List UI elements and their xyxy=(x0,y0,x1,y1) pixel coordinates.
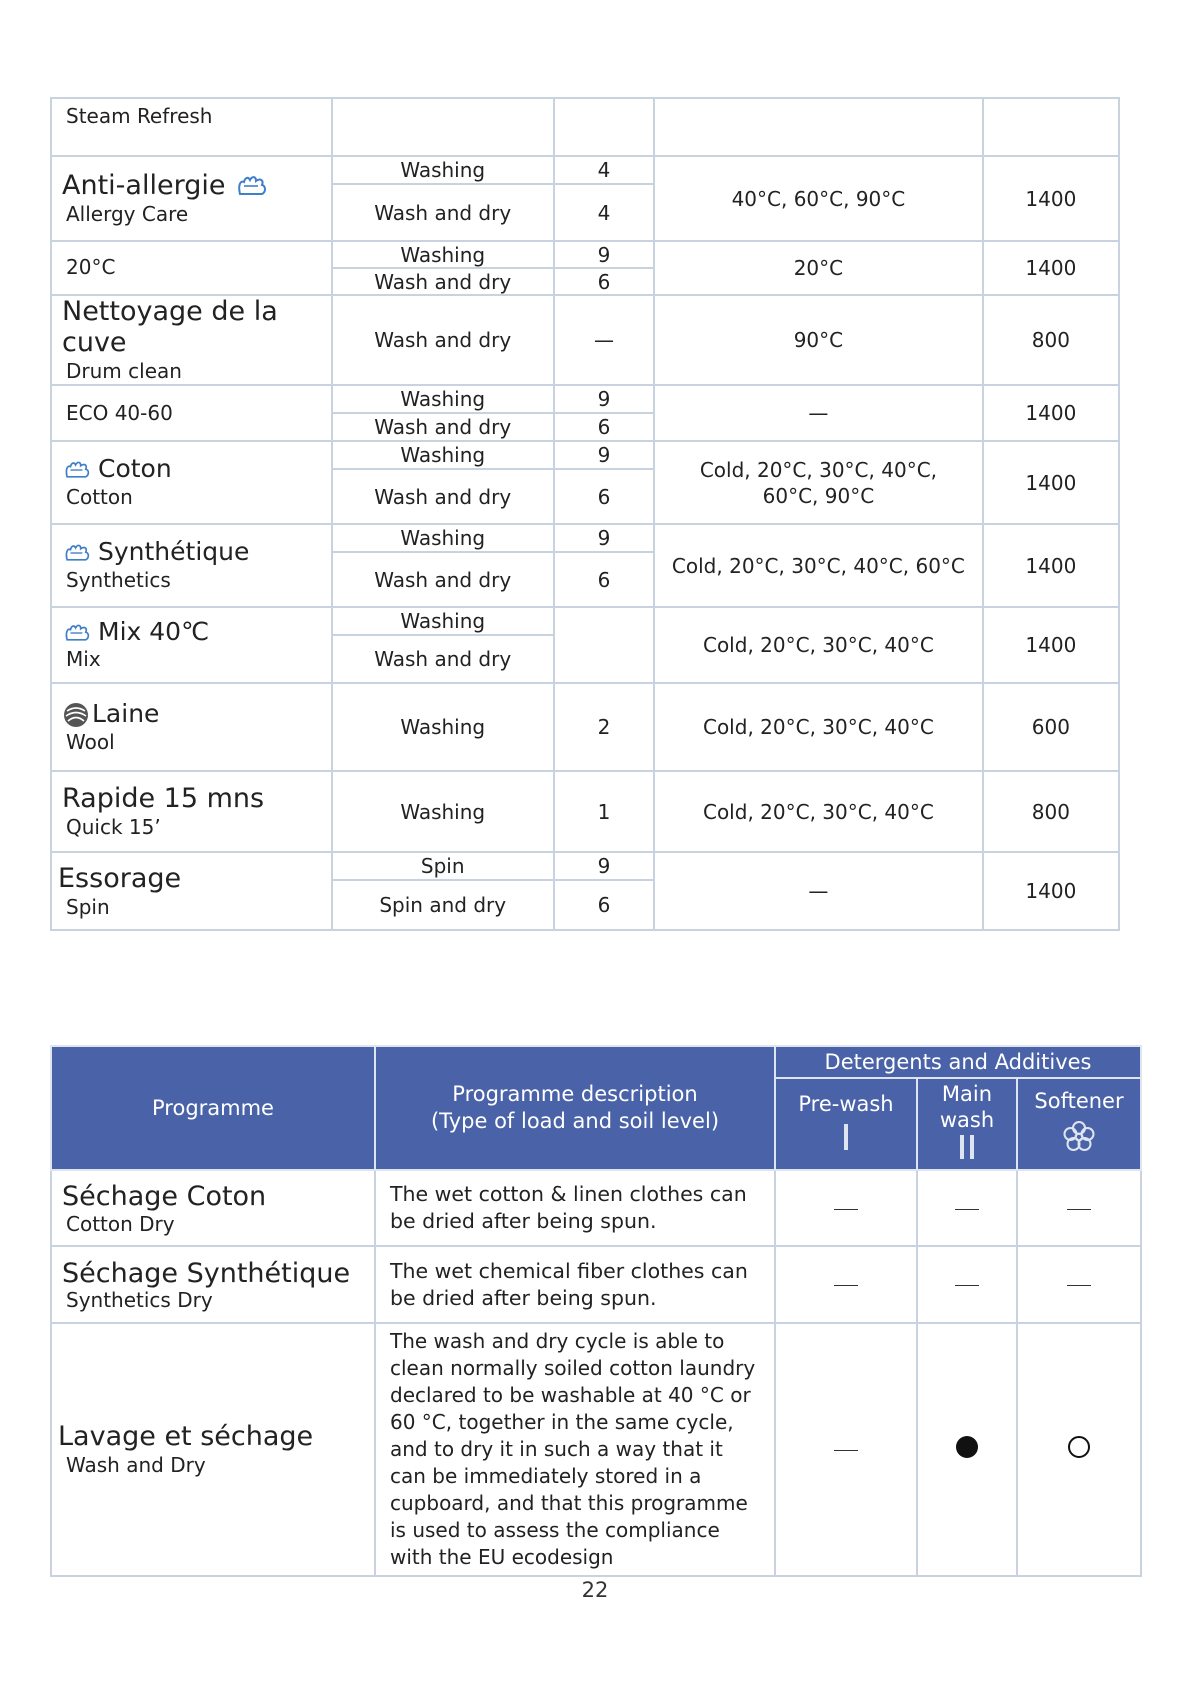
programme-cell xyxy=(51,241,332,295)
softener-cell xyxy=(1017,1246,1141,1323)
header-description: Programme description (Type of load and soil level) xyxy=(375,1046,775,1170)
spin-cell: 1400 xyxy=(983,156,1119,241)
spin-cell: 1400 xyxy=(983,852,1119,930)
programme-cell xyxy=(51,683,332,771)
load-cell: 2 xyxy=(554,683,654,771)
spin-cell: 600 xyxy=(983,683,1119,771)
flower-icon xyxy=(1061,1119,1097,1155)
temperature-cell: Cold, 20°C, 30°C, 40°C xyxy=(654,771,983,852)
mode-cell: Washing xyxy=(332,241,554,268)
table-row xyxy=(51,441,1119,469)
table-row xyxy=(51,524,1119,552)
programme-cell xyxy=(51,524,332,607)
temperature-cell: Cold, 20°C, 30°C, 40°C, 60°C xyxy=(654,524,983,607)
mode-cell: Wash and dry xyxy=(332,635,554,683)
description-cell: The wet chemical fiber clothes can be dried after being spun. xyxy=(375,1246,775,1323)
prewash-icon xyxy=(842,1122,850,1152)
programme-name-en: 20°C xyxy=(66,255,116,279)
mode-cell: Washing xyxy=(332,441,554,469)
allergy-icon xyxy=(234,172,274,200)
spin-cell: 1400 xyxy=(983,441,1119,524)
filled-circle-icon xyxy=(956,1436,978,1458)
programme-name-fr: Laine xyxy=(62,700,331,729)
prewash-cell xyxy=(775,1246,917,1323)
softener-cell xyxy=(1017,1170,1141,1246)
spin-cell: 1400 xyxy=(983,524,1119,607)
temperature-cell: — xyxy=(654,852,983,930)
main-wash-cell xyxy=(917,1323,1017,1576)
programme-cell xyxy=(51,607,332,683)
programme-name-en: Drum clean xyxy=(66,359,182,384)
programme-name-en: Mix xyxy=(66,647,101,672)
main-wash-cell xyxy=(917,1170,1017,1246)
mode-cell: Wash and dry xyxy=(332,295,554,385)
dash-mark xyxy=(834,1450,858,1451)
prewash-cell xyxy=(775,1170,917,1246)
mode-cell: Spin xyxy=(332,852,554,880)
drying-programme-table xyxy=(50,1045,1142,1577)
header-main-wash: Main wash xyxy=(917,1078,1017,1170)
load-cell: 4 xyxy=(554,184,654,241)
programme-cell xyxy=(51,98,332,156)
programme-name-fr: Mix 40℃ xyxy=(62,618,331,647)
table-row xyxy=(51,1170,1141,1246)
programme-cell xyxy=(51,1246,375,1323)
load-cell: 6 xyxy=(554,268,654,295)
programme-name-fr: Coton xyxy=(62,455,331,484)
mode-cell: Washing xyxy=(332,607,554,635)
spin-cell: 1400 xyxy=(983,241,1119,295)
programme-name-en: Synthetics Dry xyxy=(66,1288,213,1313)
spin-cell: 1400 xyxy=(983,607,1119,683)
dash-mark xyxy=(955,1285,979,1286)
synthetics-icon xyxy=(62,541,96,565)
programme-name-en: Allergy Care xyxy=(66,202,189,227)
empty-circle-icon xyxy=(1068,1436,1090,1458)
load-cell: 6 xyxy=(554,413,654,441)
header-programme: Programme xyxy=(51,1046,375,1170)
table-row xyxy=(51,852,1119,880)
mode-cell: Wash and dry xyxy=(332,268,554,295)
description-cell: The wash and dry cycle is able to clean normally soiled cotton laundry declared to be washable at 40 °C or 60 °C, together in the same cycle, and to dry it in such a way that it can be immediately stored in a cupboard, and that this programme is used to assess the compliance with the EU ecodesign xyxy=(375,1323,775,1576)
dash-mark xyxy=(1067,1285,1091,1286)
programme-name-en: Spin xyxy=(66,894,110,919)
load-cell: 9 xyxy=(554,524,654,552)
load-cell: 6 xyxy=(554,552,654,607)
load-cell xyxy=(554,607,654,683)
programme-name-en: Cotton Dry xyxy=(66,1211,175,1236)
programme-table xyxy=(50,97,1120,931)
mode-cell: Washing xyxy=(332,683,554,771)
programme-cell xyxy=(51,156,332,241)
programme-cell xyxy=(51,1170,375,1246)
dash-mark xyxy=(834,1285,858,1286)
programme-cell xyxy=(51,295,332,385)
programme-cell xyxy=(51,1323,375,1576)
mode-cell: Washing xyxy=(332,385,554,413)
wool-icon xyxy=(62,701,90,729)
programme-name-fr: Essorage xyxy=(58,862,182,894)
programme-name-en: Steam Refresh xyxy=(66,104,213,128)
mode-cell: Wash and dry xyxy=(332,469,554,524)
programme-name-en: Wool xyxy=(66,729,115,754)
table-row xyxy=(51,683,1119,771)
programme-name-fr: Nettoyage de la cuve xyxy=(62,296,278,359)
programme-name-fr: Synthétique xyxy=(62,538,331,567)
table-row xyxy=(51,98,1119,156)
mode-cell: Wash and dry xyxy=(332,184,554,241)
programme-name-fr: Séchage Synthétique xyxy=(62,1257,351,1289)
temperature-cell: 40°C, 60°C, 90°C xyxy=(654,156,983,241)
cotton-icon xyxy=(62,458,96,482)
programme-name-fr: Anti-allergie xyxy=(62,170,331,201)
table-row xyxy=(51,1246,1141,1323)
table-row xyxy=(51,241,1119,268)
description-cell: The wet cotton & linen clothes can be dried after being spun. xyxy=(375,1170,775,1246)
programme-name-fr: Lavage et séchage xyxy=(58,1420,314,1452)
table-row xyxy=(51,156,1119,184)
mode-cell: Washing xyxy=(332,771,554,852)
table-row xyxy=(51,771,1119,852)
page-number: 22 xyxy=(581,1578,609,1602)
dash-mark xyxy=(834,1209,858,1210)
mode-cell: Washing xyxy=(332,156,554,184)
softener-cell xyxy=(1017,1323,1141,1576)
programme-cell xyxy=(51,852,332,930)
mode-cell: Washing xyxy=(332,524,554,552)
prewash-cell xyxy=(775,1323,917,1576)
main-wash-cell xyxy=(917,1246,1017,1323)
table-row xyxy=(51,385,1119,413)
spin-cell: 1400 xyxy=(983,385,1119,441)
load-cell: 1 xyxy=(554,771,654,852)
programme-name-en: ECO 40-60 xyxy=(66,401,173,426)
programme-cell xyxy=(51,441,332,524)
temperature-cell: 20°C xyxy=(654,241,983,295)
dash-mark xyxy=(1067,1209,1091,1210)
load-cell: — xyxy=(554,295,654,385)
table-row xyxy=(51,607,1119,635)
programme-cell xyxy=(51,771,332,852)
load-cell: 9 xyxy=(554,241,654,268)
programme-name-en: Cotton xyxy=(66,484,133,509)
mode-cell: Spin and dry xyxy=(332,880,554,930)
dash-mark xyxy=(955,1209,979,1210)
spin-cell: 800 xyxy=(983,771,1119,852)
load-cell: 6 xyxy=(554,469,654,524)
header-softener: Softener xyxy=(1017,1078,1141,1170)
load-cell: 4 xyxy=(554,156,654,184)
temperature-cell: 90°C xyxy=(654,295,983,385)
table-row xyxy=(51,1323,1141,1576)
mode-cell: Wash and dry xyxy=(332,552,554,607)
temperature-cell: Cold, 20°C, 30°C, 40°C xyxy=(654,683,983,771)
programme-name-en: Quick 15’ xyxy=(66,815,161,840)
programme-cell xyxy=(51,385,332,441)
load-cell: 9 xyxy=(554,852,654,880)
header-prewash: Pre-wash xyxy=(775,1078,917,1170)
programme-name-en: Synthetics xyxy=(66,567,171,592)
mode-cell: Wash and dry xyxy=(332,413,554,441)
programme-name-fr: Séchage Coton xyxy=(62,1181,267,1213)
programme-name-fr: Rapide 15 mns xyxy=(62,783,265,815)
load-cell: 9 xyxy=(554,441,654,469)
temperature-cell: — xyxy=(654,385,983,441)
header-detergents: Detergents and Additives xyxy=(775,1046,1141,1078)
load-cell: 9 xyxy=(554,385,654,413)
programme-name-en: Wash and Dry xyxy=(66,1453,206,1478)
temperature-cell: Cold, 20°C, 30°C, 40°C xyxy=(654,607,983,683)
main-wash-icon xyxy=(957,1133,977,1161)
mix-icon xyxy=(62,621,96,645)
temperature-cell: Cold, 20°C, 30°C, 40°C, 60°C, 90°C xyxy=(654,441,983,524)
spin-cell: 800 xyxy=(983,295,1119,385)
table-row xyxy=(51,295,1119,385)
load-cell: 6 xyxy=(554,880,654,930)
